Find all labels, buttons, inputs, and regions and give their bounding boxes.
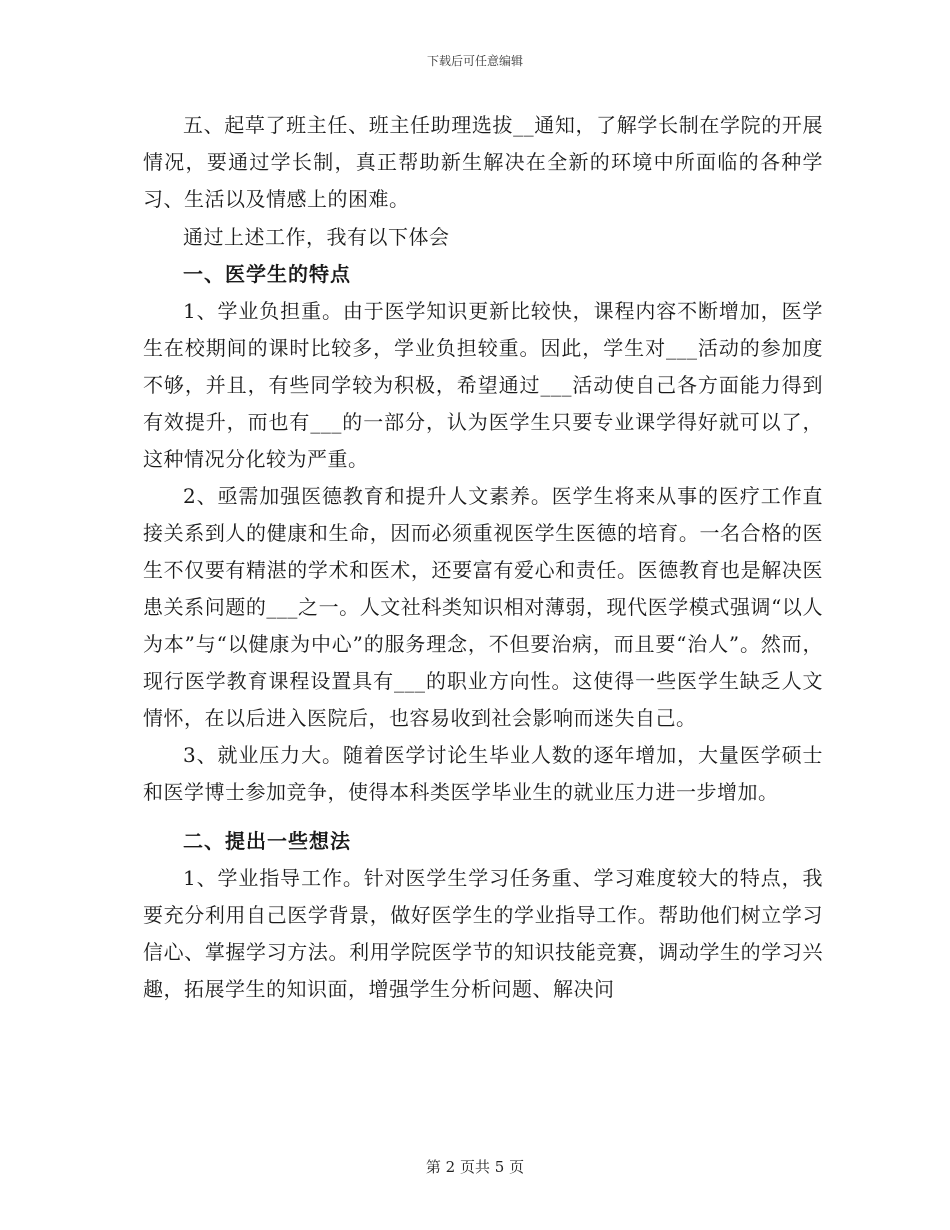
document-body xyxy=(143,107,823,1008)
paragraph-point-2: 2、亟需加强医德教育和提升人文素养。医学生将来从事的医疗工作直接关系到人的健康和生命，因而必须重视医学生医德的培育。一名合格的医生不仅要有精湛的学术和医术，还要富有爱心和责任。医德教育也是解决医患关系问题的___之一。人文社科类知识相对薄弱，现代医学模式强调“以人为本”与“以健康为中心”的服务理念，不但要治病，而且要“治人”。然而，现行医学教育课程设置具有___的职业方向性。这使得一些医学生缺乏人文情怀，在以后进入医院后，也容易收到社会影响而迷失自己。 xyxy=(143,484,823,730)
page-header: 下载后可任意编辑 xyxy=(426,54,523,68)
paragraph-point-1: 1、学业负担重。由于医学知识更新比较快，课程内容不断增加，医学生在校期间的课时比较多，学业负担较重。因此，学生对___活动的参加度不够，并且，有些同学较为积极，希望通过___活动使自己各方面能力得到有效提升，而也有___的一部分，认为医学生只要专业课学得好就可以了，这种情况分化较为严重。 xyxy=(143,299,823,471)
paragraph-5-draft-notice: 五、起草了班主任、班主任助理选拔__通知，了解学长制在学院的开展情况，要通过学长制，真正帮助新生解决在全新的环境中所面临的各种学习、生活以及情感上的困难。 xyxy=(143,113,823,211)
paragraph-point-3: 3、就业压力大。随着医学讨论生毕业人数的逐年增加，大量医学硕士和医学博士参加竞争，使得本科类医学毕业生的就业压力进一步增加。 xyxy=(143,743,823,804)
paragraph-idea-1: 1、学业指导工作。针对医学生学习任务重、学习难度较大的特点，我要充分利用自己医学背景，做好医学生的学业指导工作。帮助他们树立学习信心、掌握学习方法。利用学院医学节的知识技能竞赛，调动学生的学习兴趣，拓展学生的知识面，增强学生分析问题、解决问 xyxy=(143,866,823,1001)
paragraph-summary-intro: 通过上述工作，我有以下体会 xyxy=(183,225,450,249)
page-footer: 第 2 页共 5 页 xyxy=(425,1158,525,1176)
section-heading-1: 一、医学生的特点 xyxy=(183,262,351,286)
section-heading-2: 二、提出一些想法 xyxy=(183,829,351,853)
